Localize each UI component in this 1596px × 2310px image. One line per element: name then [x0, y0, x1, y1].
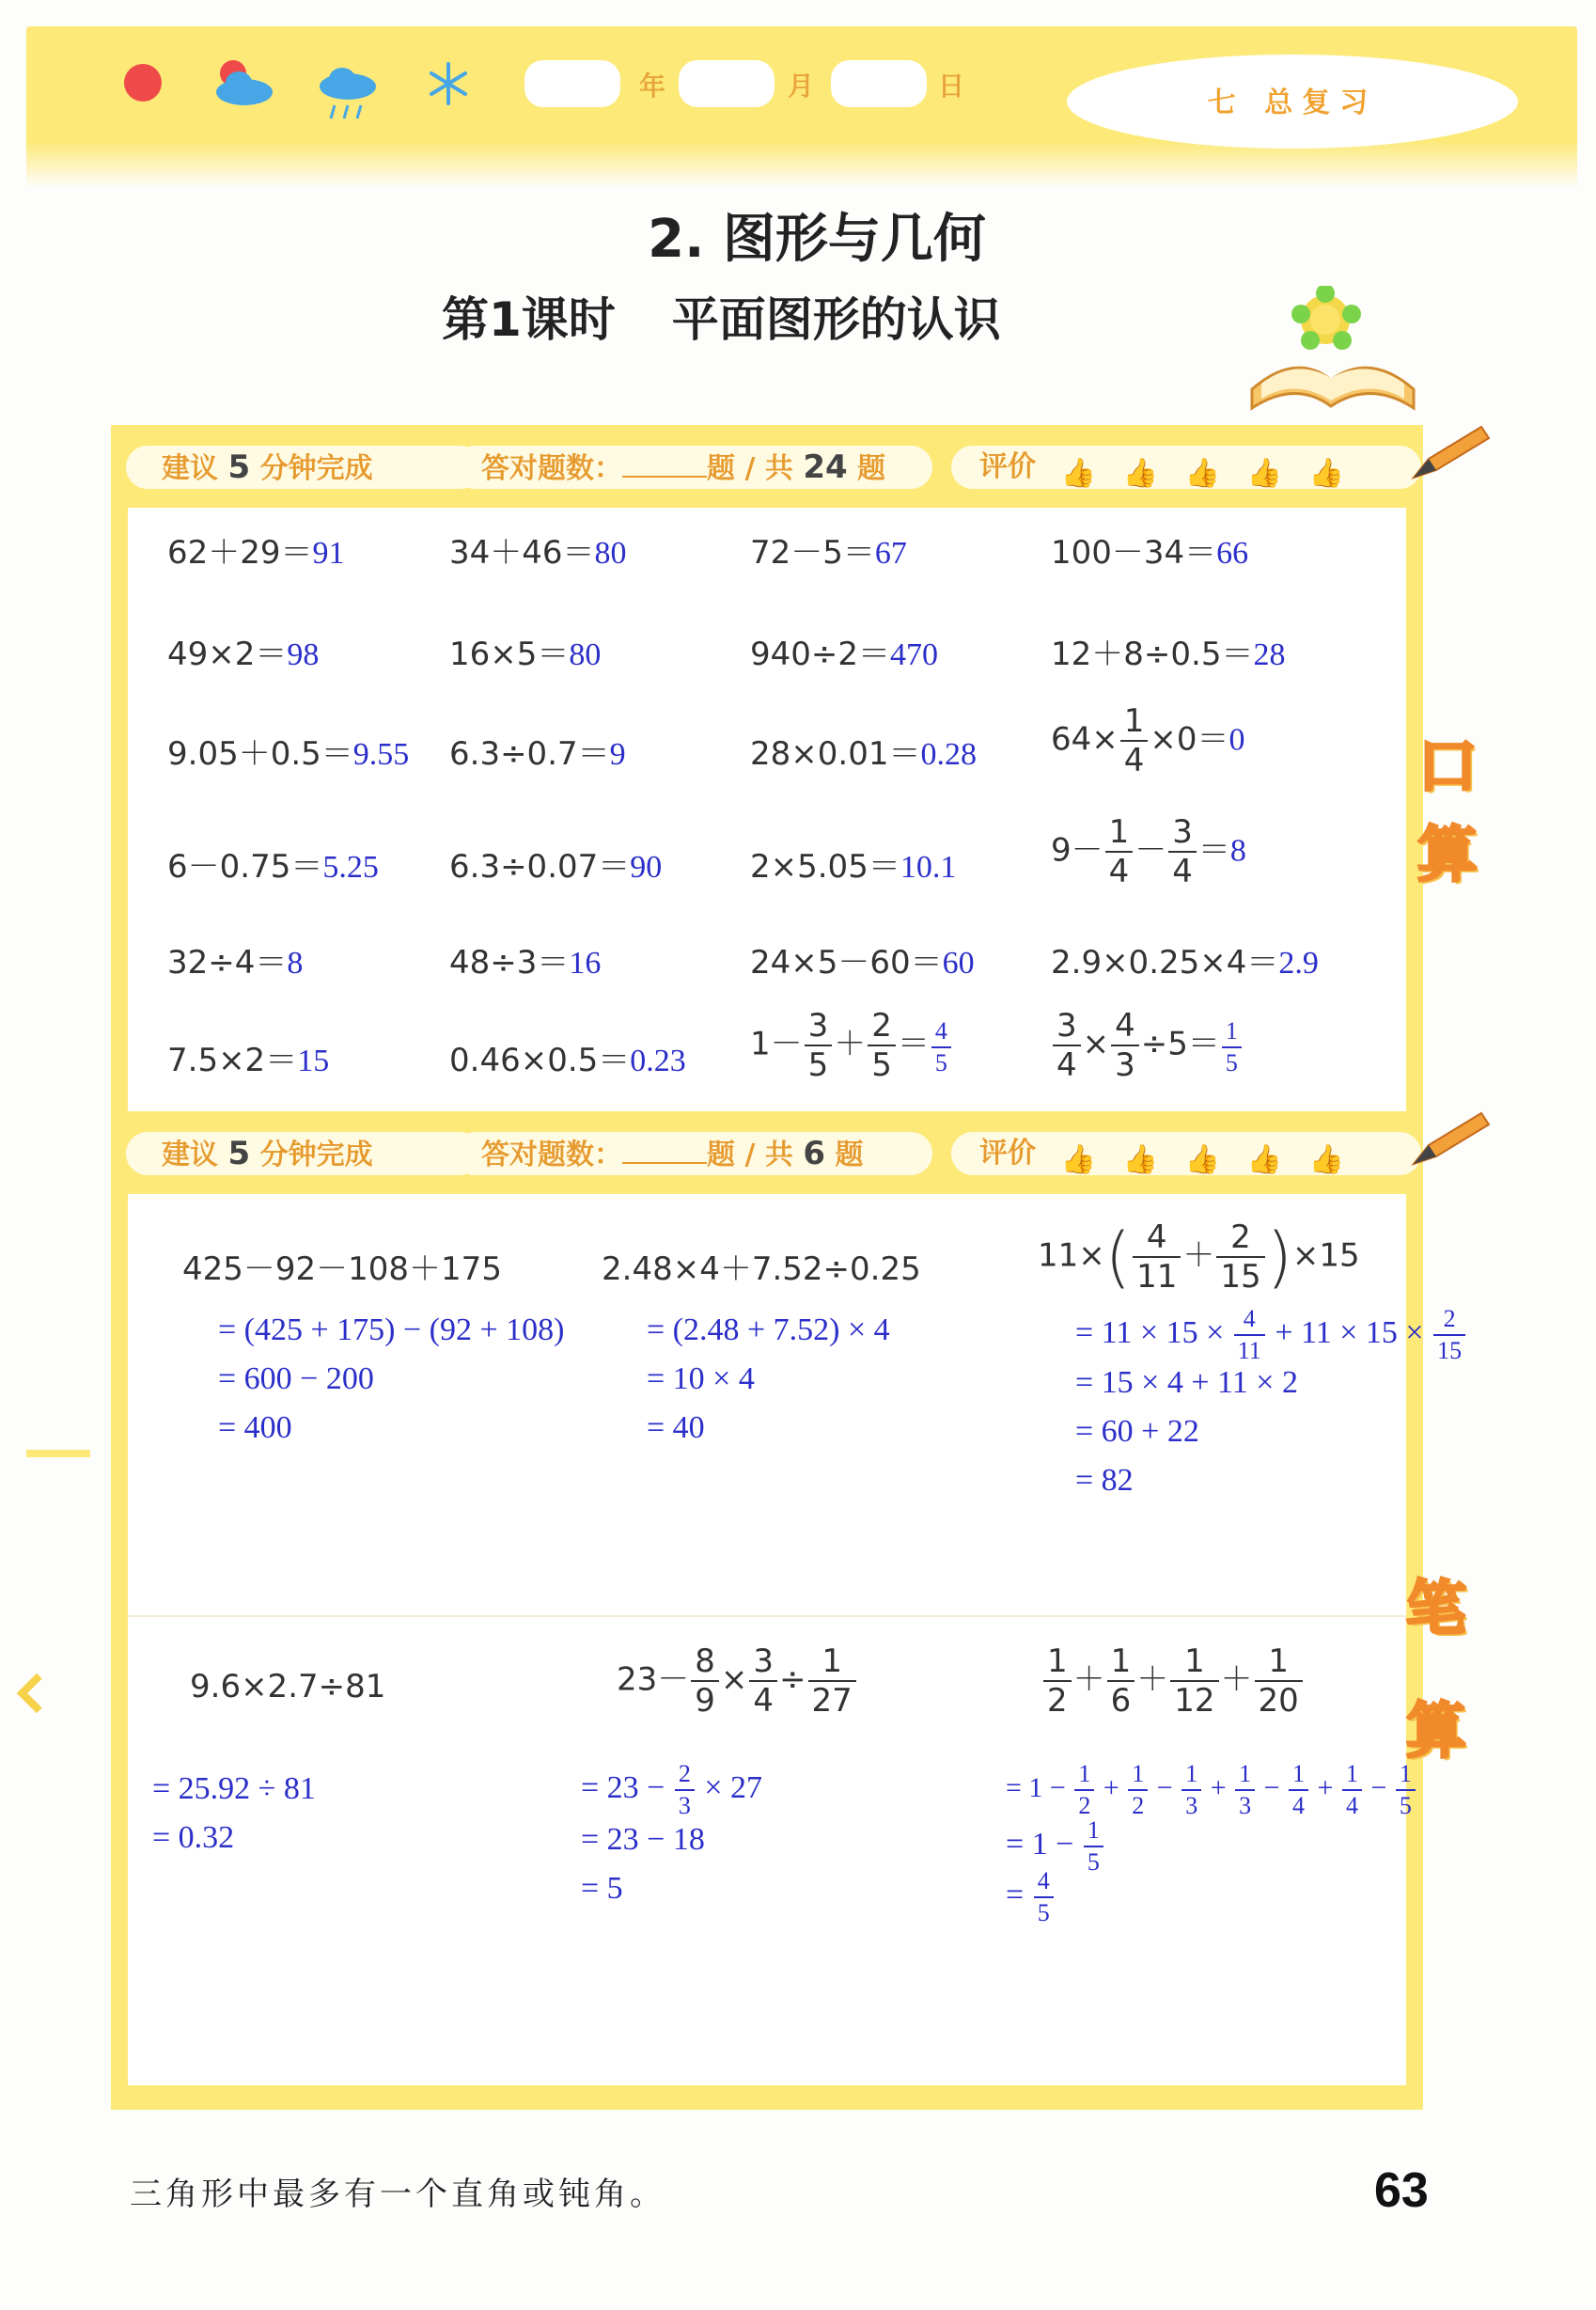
total-count: 6 [803, 1135, 825, 1172]
suggest-minutes: 5 [227, 448, 251, 486]
mental-problem: 34＋46＝80 [449, 534, 627, 572]
mental-answer: 28 [1253, 637, 1286, 672]
header-band-fade [26, 141, 1577, 188]
mental-problem: 49×2＝98 [167, 636, 320, 673]
mental-problem: 6.3÷0.7＝9 [449, 735, 626, 773]
side-label-mental-2: 算 [1417, 821, 1478, 890]
correct-label: 答对题数： [481, 1139, 622, 1171]
suggest-prefix: 建议 [162, 452, 218, 485]
month-field[interactable] [679, 60, 775, 107]
work-step: = $\frac{4}{5}$ [1006, 1869, 1056, 1925]
work-step: = 11 × 15 × $\frac{4}{11}$ + 11 × 15 × $\frac{2}{15}$ [1075, 1307, 1467, 1363]
page-edge-mark [26, 1450, 90, 1457]
thumbs-up-icon[interactable]: 👍 [1184, 456, 1220, 490]
work-step: = (425 + 175) − (92 + 108) [218, 1312, 565, 1347]
mental-problem: 62＋29＝91 [167, 534, 345, 572]
work-step: = 10 × 4 [647, 1361, 755, 1396]
mental-answer: 98 [287, 637, 320, 672]
mental-problem: 0.46×0.5＝0.23 [449, 1042, 686, 1079]
lesson-title: 平面图形的认识 [671, 292, 1001, 347]
mental-answer: $\frac{1}{5}$ [1222, 1019, 1242, 1076]
work-step: = 0.32 [152, 1820, 235, 1855]
page-number: 63 [1374, 2163, 1429, 2218]
correct-count-field[interactable] [622, 1136, 707, 1164]
correct-count-field[interactable] [622, 449, 707, 478]
thumbs-up-icon[interactable]: 👍 [1122, 456, 1158, 490]
mental-info-bar [118, 438, 1416, 496]
work-step: = 23 − 18 [581, 1822, 705, 1857]
written-problem-6: $\frac{1}{2}$ ＋ $\frac{1}{6}$ ＋ $\frac{1}{12}$ ＋ $\frac{1}{20}$ [1041, 1645, 1305, 1717]
mental-answer: 8 [1229, 833, 1246, 869]
work-step: = 23 − $\frac{2}{3}$ × 27 [581, 1760, 763, 1819]
mental-answer: 8 [287, 946, 304, 981]
pencil-icon [1408, 1108, 1493, 1173]
total-suffix: 题 [857, 452, 886, 485]
mental-answer: 0 [1228, 722, 1245, 758]
mental-problem: 2.9×0.25×4＝2.9 [1051, 944, 1319, 982]
mental-answer: 15 [297, 1044, 330, 1078]
mental-problem-fraction: $\frac{3}{4}$ × $\frac{4}{3}$ ÷5＝ $\frac{1}{5}$ [1051, 1010, 1244, 1081]
total-count: 24 [803, 448, 848, 486]
suggest-prefix: 建议 [162, 1139, 218, 1171]
mental-answer: 90 [630, 850, 663, 885]
rating-label: 评价 [979, 1137, 1036, 1170]
mental-problem: 2×5.05＝10.1 [750, 848, 957, 886]
side-label-written-1: 笔 [1406, 1575, 1466, 1644]
work-step: = 1 − $\frac{1}{2}$ + $\frac{1}{2}$ − $\frac{1}{3}$ + $\frac{1}{3}$ − $\frac{1}{4}$ + $\frac{1}{4}$ − $\frac{1}{5}$ [1006, 1762, 1417, 1818]
chevron-left-icon [17, 1674, 56, 1713]
suggest-time [126, 1132, 481, 1175]
thumbs-up-icon[interactable]: 👍 [1060, 456, 1096, 490]
mental-problem: 32÷4＝8 [167, 944, 304, 982]
mental-problem: 100－34＝66 [1051, 534, 1249, 572]
side-label-mental-1: 口 [1417, 732, 1478, 802]
chapter-title: 七 总复习 [1207, 86, 1378, 119]
thumbs-up-icon[interactable]: 👍 [1122, 1142, 1158, 1176]
snow-icon [425, 60, 472, 107]
written-problem-3: 11×( $\frac{4}{11}$ ＋ $\frac{2}{15}$ )×15 [1038, 1218, 1360, 1296]
thumbs-up-icon[interactable]: 👍 [1246, 1142, 1282, 1176]
lesson-label: 第1课时 [442, 292, 616, 347]
mental-answer: 66 [1216, 536, 1249, 571]
work-step: = 1 − $\frac{1}{5}$ [1006, 1818, 1105, 1875]
work-step: = 5 [581, 1871, 623, 1906]
side-label-written-2: 算 [1406, 1697, 1466, 1767]
work-step: = 15 × 4 + 11 × 2 [1075, 1365, 1298, 1400]
work-step: = 400 [218, 1410, 292, 1445]
written-problem-1: 425－92－108＋175 [182, 1250, 502, 1288]
mental-problem: 6.3÷0.07＝90 [449, 848, 663, 886]
correct-label: 答对题数： [481, 452, 622, 485]
mental-answer: 10.1 [900, 850, 957, 885]
mental-problem: 9.05＋0.5＝9.55 [167, 735, 410, 773]
mental-problem-fraction: 1－ $\frac{3}{5}$ ＋ $\frac{2}{5}$ ＝ $\frac{4}{5}$ [750, 1010, 953, 1081]
mental-answer: 470 [890, 637, 939, 672]
thumbs-up-icon[interactable]: 👍 [1308, 1142, 1344, 1176]
sun-icon [124, 64, 162, 102]
mental-answer: 5.25 [322, 850, 379, 885]
mental-problem: 28×0.01＝0.28 [750, 735, 977, 773]
lesson-heading [442, 282, 1057, 350]
mental-answer: 9 [609, 737, 626, 772]
mental-answer: 2.9 [1278, 946, 1319, 981]
suggest-time [126, 446, 481, 489]
mental-answer: $\frac{4}{5}$ [931, 1019, 951, 1076]
work-step: = (2.48 + 7.52) × 4 [647, 1312, 890, 1347]
mental-problem: 48÷3＝16 [449, 944, 602, 982]
day-label: 日 [938, 71, 965, 102]
suggest-suffix: 分钟完成 [259, 1139, 373, 1171]
mental-answer: 60 [942, 946, 975, 981]
mental-problem: 7.5×2＝15 [167, 1042, 330, 1079]
section-title: 2. 图形与几何 [648, 209, 986, 270]
tip-text: 三角形中最多有一个直角或钝角。 [130, 2176, 665, 2213]
written-problem-2: 2.48×4＋7.52÷0.25 [602, 1250, 921, 1288]
mental-problem: 72－5＝67 [750, 534, 907, 572]
month-label: 月 [788, 71, 815, 102]
grid-divider [128, 1615, 1406, 1617]
written-info-bar [118, 1124, 1416, 1183]
mental-problem-fraction: 64× $\frac{1}{4}$ ×0＝0 [1051, 702, 1245, 779]
mental-problem: 940÷2＝470 [750, 636, 939, 673]
mental-answer: 9.55 [352, 737, 410, 772]
work-step: = 600 − 200 [218, 1361, 374, 1396]
suggest-minutes: 5 [227, 1135, 251, 1172]
thumbs-up-icon[interactable]: 👍 [1308, 456, 1344, 490]
written-problem-5: 23－ $\frac{8}{9}$ × $\frac{3}{4}$ ÷ $\frac{1}{27}$ [617, 1645, 858, 1717]
suggest-suffix: 分钟完成 [259, 452, 373, 485]
year-label: 年 [639, 71, 666, 102]
work-step: = 60 + 22 [1075, 1414, 1199, 1449]
score-tally [453, 446, 932, 489]
work-step: = 40 [647, 1410, 705, 1445]
rain-icon [314, 62, 380, 124]
score-tally [453, 1132, 932, 1175]
mental-answer: 80 [594, 536, 627, 571]
mental-problem: 16×5＝80 [449, 636, 602, 673]
total-prefix: 题 / 共 [707, 1139, 793, 1171]
pencil-icon [1408, 421, 1493, 487]
mental-problem: 12＋8÷0.5＝28 [1051, 636, 1286, 673]
thumbs-up-icon[interactable]: 👍 [1184, 1142, 1220, 1176]
total-suffix: 题 [835, 1139, 864, 1171]
mental-answer: 80 [569, 637, 602, 672]
rating [951, 446, 1421, 489]
mental-answer: 16 [569, 946, 602, 981]
written-problem-4: 9.6×2.7÷81 [190, 1668, 386, 1705]
day-field[interactable] [831, 60, 927, 107]
mental-answer: 0.23 [630, 1044, 686, 1078]
mental-problem: 24×5－60＝60 [750, 944, 975, 982]
mental-answer: 91 [312, 536, 345, 571]
mental-answer: 67 [874, 536, 907, 571]
work-step: = 25.92 ÷ 81 [152, 1771, 316, 1806]
rating-label: 评价 [979, 450, 1036, 483]
total-prefix: 题 / 共 [707, 452, 793, 485]
cloudy-icon [211, 56, 276, 113]
mental-problem: 6－0.75＝5.25 [167, 848, 379, 886]
mental-problem-fraction: 9－ $\frac{1}{4}$ － $\frac{3}{4}$ ＝8 [1051, 813, 1246, 890]
open-book-icon [1239, 286, 1427, 427]
work-step: = 82 [1075, 1463, 1134, 1498]
thumbs-up-icon[interactable]: 👍 [1060, 1142, 1096, 1176]
mental-answer: 0.28 [920, 737, 977, 772]
rating [951, 1132, 1421, 1175]
year-field[interactable] [524, 60, 620, 107]
thumbs-up-icon[interactable]: 👍 [1246, 456, 1282, 490]
